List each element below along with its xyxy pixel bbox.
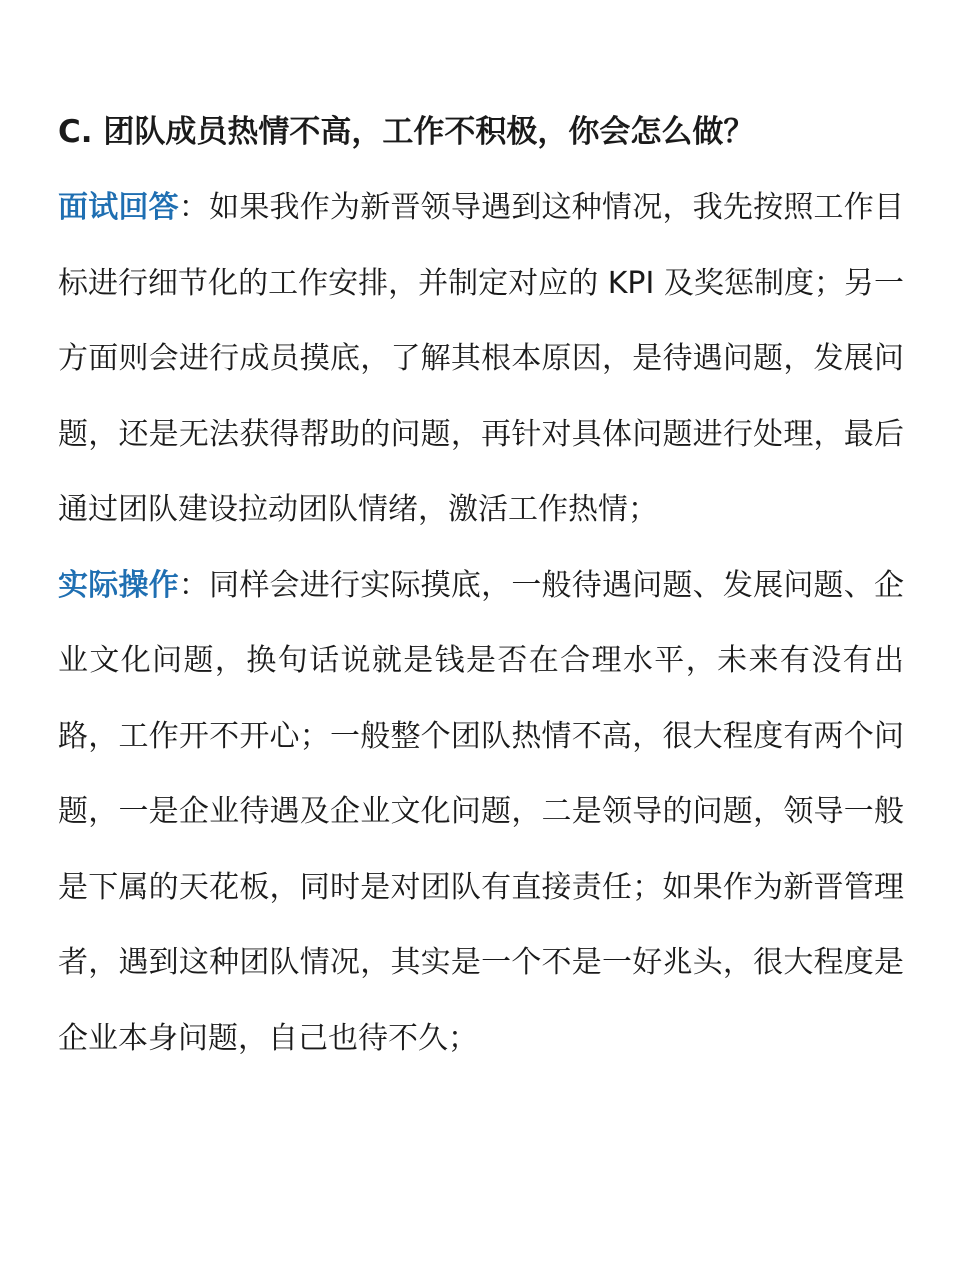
actual-practice-label: 实际操作 [58,567,179,603]
interview-answer-label: 面试回答 [58,190,179,225]
interview-answer-text: ：如果我作为新晋领导遇到这种情况，我先按照工作目标进行细节化的工作安排，并制定对应的 KPI 及奖惩制度；另一方面则会进行成员摸底，了解其根本原因，是待遇问题，发展问题，还是无法获得帮助的问题，再针对具体问题进行处理，最后通过团队建设拉动团队情绪，激活工作热情； [58,190,905,527]
document-page [58,94,904,1076]
interview-answer-paragraph [58,170,904,548]
actual-practice-text: ：同样会进行实际摸底，一般待遇问题、发展问题、企业文化问题，换句话说就是钱是否在合理水平，未来有没有出路，工作开不开心；一般整个团队热情不高，很大程度有两个问题，一是企业待遇及企业文化问题，二是领导的问题，领导一般是下属的天花板，同时是对团队有直接责任；如果作为新晋管理者，遇到这种团队情况，其实是一个不是一好兆头，很大程度是企业本身问题，自己也待不久； [58,567,905,1056]
actual-practice-paragraph [58,548,904,1077]
question-heading: C. 团队成员热情不高，工作不积极，你会怎么做？ [58,114,755,150]
